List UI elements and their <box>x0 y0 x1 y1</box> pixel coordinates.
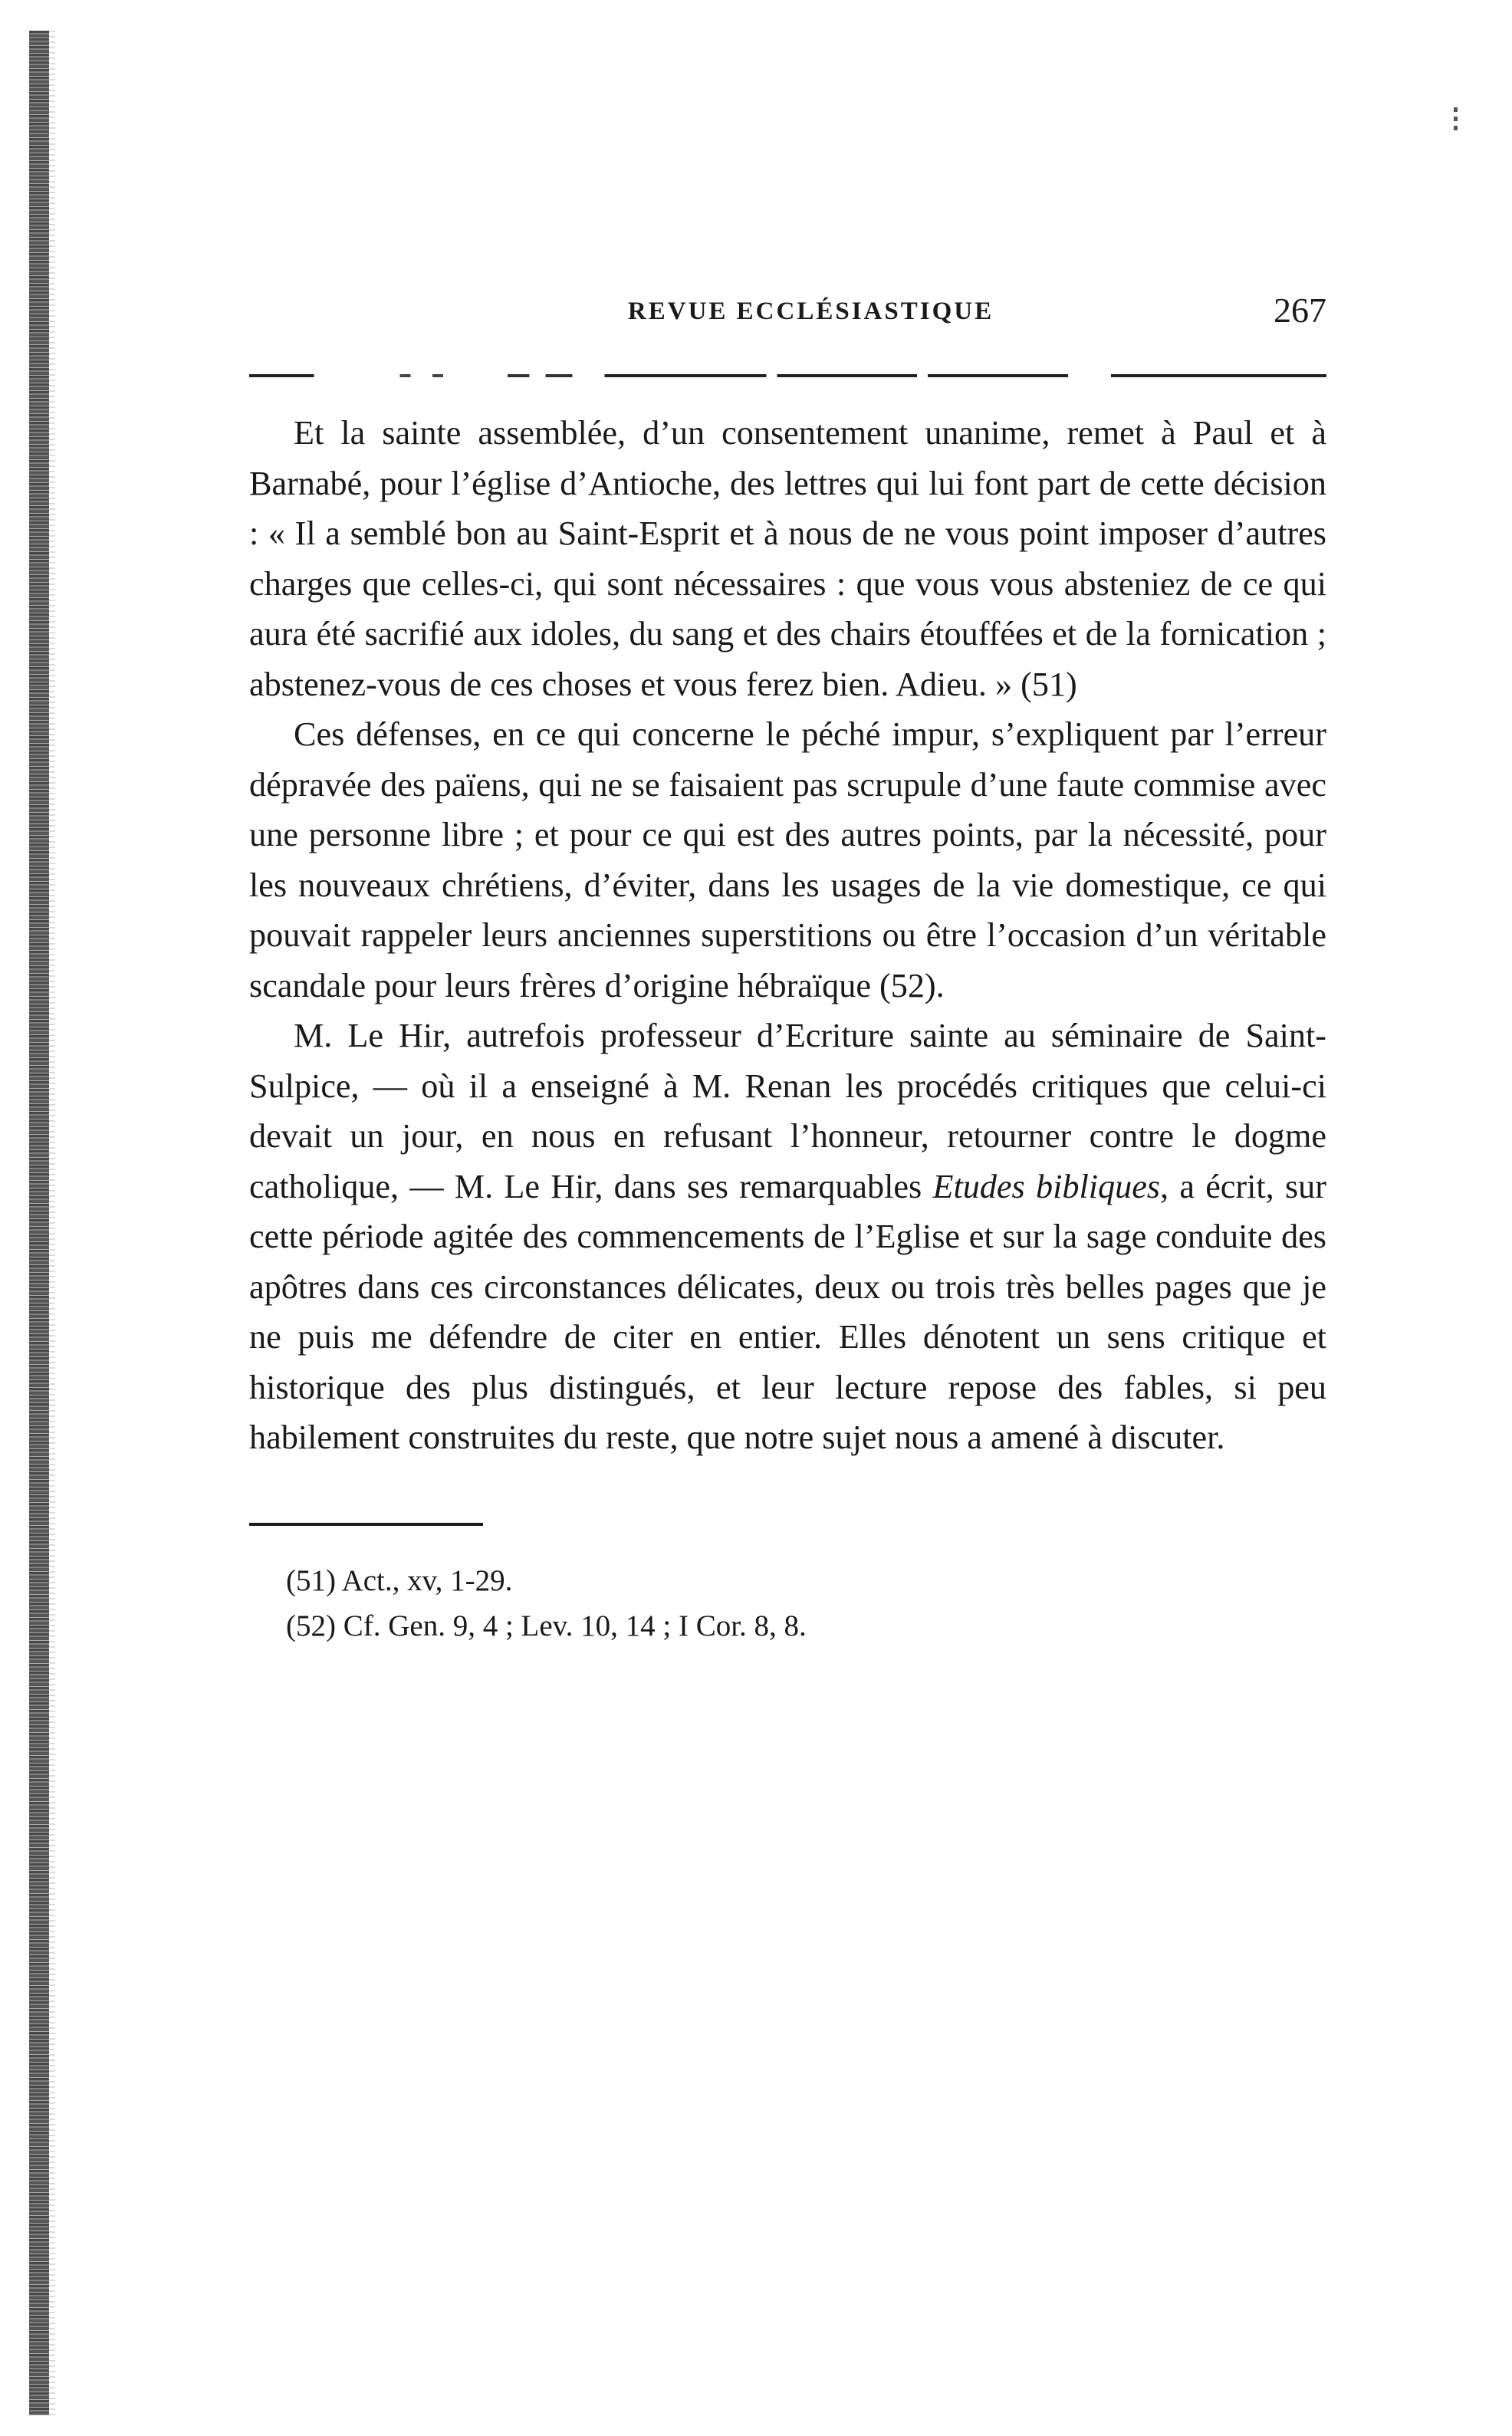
footnote-51: (51) Act., xv, 1-29. <box>286 1563 513 1597</box>
paragraph-3 <box>249 1011 1326 1463</box>
book-page <box>249 284 1326 1649</box>
journal-title: REVUE ECCLÉSIASTIQUE <box>627 298 994 325</box>
running-header <box>249 284 1326 337</box>
book-binding-edge <box>29 31 49 2415</box>
paragraph-2: Ces défenses, en ce qui concerne le péché impur, s’expliquent par l’erreur dépravée des païens, qui ne se faisaient pas scrupule d’une faute commise avec une personne libre ; et pour ce qui est des autres points, par la nécessité, pour les nouveaux chrétiens, d’éviter, dans les usages de la vie domestique, ce qui pouvait rappeler leurs anciennes superstitions ou être l’occasion d’un véritable scandale pour leurs frères d’origine hébraïque (52). <box>249 715 1326 1004</box>
footnote-52: (52) Cf. Gen. 9, 4 ; Lev. 10, 14 ; I Cor. 8, 8. <box>286 1609 807 1642</box>
paragraph-3-text-a: M. Le Hir, autrefois professeur d’Ecriture sainte au séminaire de Saint-Sulpice, — où il a enseigné à M. Renan les procédés critiques que celui-ci devait un jour, en nous en refusant l’honneur, retourner contre le dogme catholique, — M. Le Hir, dans ses remarquables <box>249 1017 1326 1205</box>
body-text <box>249 408 1326 1463</box>
footnotes <box>249 1558 1326 1649</box>
footnote-rule <box>249 1523 483 1526</box>
scan-speck <box>1454 107 1458 135</box>
paragraph-1: Et la sainte assemblée, d’un consentement unanime, remet à Paul et à Barnabé, pour l’église d’Antioche, des lettres qui lui font part de cette décision : « Il a semblé bon au Saint-Esprit et à nous de ne vous point imposer d’autres charges que celles-ci, qui sont nécessaires : que vous vous absteniez de ce qui aura été sacrifié aux idoles, du sang et des chairs étouffées et de la fornication ; abstenez-vous de ces choses et vous ferez bien. Adieu. » (51) <box>249 414 1326 703</box>
book-title-italic: Etudes bibliques <box>932 1167 1161 1205</box>
page-number: 267 <box>1274 291 1326 330</box>
paragraph-3-text-b: , a écrit, sur cette période agitée des commencements de l’Eglise et sur la sage conduite des apôtres dans ces circonstances délicates, deux ou trois très belles pages que je ne puis me défendre de citer en entier. Elles dénotent un sens critique et historique des plus distingués, et leur lecture repose des fables, si peu habilement construites du reste, que notre sujet nous a amené à discuter. <box>249 1167 1326 1456</box>
header-rule <box>249 374 1326 377</box>
